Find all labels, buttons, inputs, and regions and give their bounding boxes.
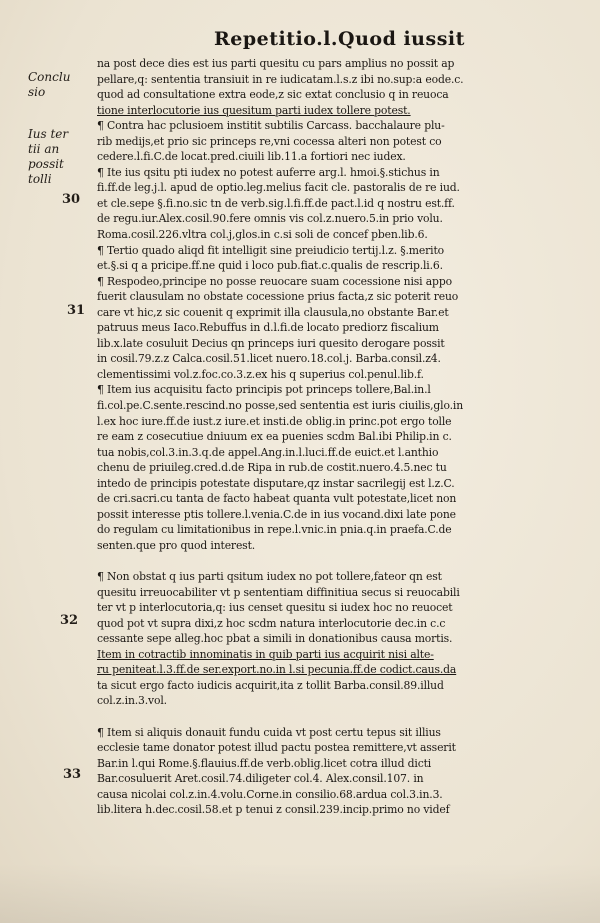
margin-note-line: sio <box>28 85 46 99</box>
text-line: ecclesie tame donator potest illud pactu postea remittere,vt asserit <box>97 741 456 755</box>
text-line: do regulam cu limitationibus in repe.l.vnic.in pnia.q.in praefa.C.de <box>97 523 452 537</box>
text-line: pellare,q: sententia transiuit in re iudicatam.l.s.z ibi no.sup:a eode.c. <box>97 72 464 86</box>
text-line: lib.x.late cosuluit Decius qn princeps iuri quesito derogare possit <box>97 336 445 350</box>
text-line: clementissimi vol.z.foc.co.3.z.ex his q superius col.penul.lib.f. <box>97 367 424 381</box>
running-header: Repetitio.l.Quod iussit <box>214 28 465 50</box>
text-line: tione interlocutorie ius quesitum parti iudex tollere potest. <box>97 103 411 117</box>
text-line: intedo de principis potestate disputare,qz instar sacrilegij est l.z.C. <box>97 476 455 490</box>
text-line: ¶ Non obstat q ius parti qsitum iudex no pot tollere,fateor qn est <box>97 570 442 584</box>
text-line: quod pot vt supra dixi,z hoc scdm natura interlocutorie dec.in c.c <box>97 616 446 630</box>
text-line: cessante sepe alleg.hoc pbat a simili in donationibus causa mortis. <box>97 632 453 646</box>
text-line: ¶ Item si aliquis donauit fundu cuida vt post certu tepus sit illius <box>97 725 441 739</box>
text-line: fi.ff.de leg.j.l. apud de optio.leg.melius facit cle. pastoralis de re iud. <box>97 181 460 195</box>
text-line <box>97 709 575 725</box>
margin-note-line: possit <box>28 157 64 171</box>
text-line: ta sicut ergo facto iudicis acquirit,ita z tollit Barba.consil.89.illud <box>97 678 444 692</box>
text-line: possit interesse ptis tollere.l.venia.C.de in ius vocand.dixi late pone <box>97 507 456 521</box>
text-line: ter vt p interlocutoria,q: ius censet quesitu si iudex hoc no reuocet <box>97 601 453 615</box>
text-line: col.z.in.3.vol. <box>97 694 167 708</box>
text-line: tua nobis,col.3.in.3.q.de appel.Ang.in.l.luci.ff.de euict.et l.anthio <box>97 445 439 459</box>
paragraph-number: 33 <box>63 767 82 782</box>
text-line <box>97 554 575 570</box>
text-line: fi.col.pe.C.sente.rescind.no posse,sed sententia est iuris ciuilis,glo.in <box>97 399 464 413</box>
text-line: fuerit clausulam no obstate cocessione prius facta,z sic poterit reuo <box>97 290 459 304</box>
text-line: Bar.cosuluerit Aret.cosil.74.diligeter col.4. Alex.consil.107. in <box>97 772 424 786</box>
text-line: ru peniteat.l.3.ff.de ser.export.no.in l.si pecunia.ff.de codict.caus.da <box>97 663 457 677</box>
text-line: Roma.cosil.226.vltra col.j,glos.in c.si soli de concef pben.lib.6. <box>97 228 428 242</box>
text-line: cedere.l.fi.C.de locat.pred.ciuili lib.11.a fortiori nec iudex. <box>97 150 406 164</box>
margin-note-ius-tertii <box>28 127 68 187</box>
text-line: ¶ Item ius acquisitu facto principis pot princeps tollere,Bal.in.l <box>97 383 431 397</box>
margin-note-line: Conclu <box>28 70 71 84</box>
margin-note-line: tolli <box>28 172 52 186</box>
text-line: de cri.sacri.cu tanta de facto habeat quanta vult potestate,licet non <box>97 492 457 506</box>
text-line: ¶ Contra hac pclusioem institit subtilis Carcass. bacchalaure plu- <box>97 119 445 133</box>
text-line: na post dece dies est ius parti quesitu cu pars amplius no possit ap <box>97 57 455 70</box>
text-line: in cosil.79.z.z Calca.cosil.51.licet nuero.18.col.j. Barba.consil.z4. <box>97 352 441 366</box>
margin-note-line: Ius ter <box>28 127 69 141</box>
text-line: care vt hic,z sic couenit q exprimit illa clausula,no obstante Bar.et <box>97 305 449 319</box>
text-line: senten.que pro quod interest. <box>97 538 256 552</box>
page-edge-shadow <box>0 863 600 923</box>
margin-note-conclusio <box>28 70 70 100</box>
text-line: ¶ Respodeo,principe no posse reuocare suam cocessione nisi appo <box>97 274 452 288</box>
paragraph-number: 30 <box>62 192 81 207</box>
text-line: ¶ Ite ius qsitu pti iudex no potest auferre arg.l. hmoi.§.stichus in <box>97 165 440 179</box>
margin-note-line: tii an <box>28 142 60 156</box>
text-line: l.ex hoc iure.ff.de iust.z iure.et insti.de oblig.in princ.pot ergo tolle <box>97 414 452 428</box>
text-line: rib medijs,et prio sic princeps re,vni cocessa alteri non potest co <box>97 134 442 148</box>
text-line: Bar.in l.qui Rome.§.flauius.ff.de verb.oblig.licet cotra illud dicti <box>97 756 432 770</box>
text-line: ¶ Tertio quado aliqd fit intelligit sine preiudicio tertij.l.z. §.merito <box>97 243 444 257</box>
text-line: Item in cotractib innominatis in quib parti ius acquirit nisi alte- <box>97 647 434 661</box>
text-line: et.§.si q a pricipe.ff.ne quid i loco pub.fiat.c.qualis de rescrip.li.6. <box>97 259 443 273</box>
text-line: quod ad consultatione extra eode,z sic extat conclusio q in reuoca <box>97 88 449 102</box>
text-line: re eam z cosecutiue dniuum ex ea puenies scdm Bal.ibi Philip.in c. <box>97 430 452 444</box>
paragraph-number: 32 <box>60 613 79 628</box>
text-line: lib.litera h.dec.cosil.58.et p tenui z consil.239.incip.primo no videf <box>97 803 450 817</box>
text-line: causa nicolai col.z.in.4.volu.Corne.in consilio.68.ardua col.3.in.3. <box>97 787 443 801</box>
text-line: chenu de priuileg.cred.d.de Ripa in rub.de costit.nuero.4.5.nec tu <box>97 461 447 475</box>
text-line: de regu.iur.Alex.cosil.90.fere omnis vis col.z.nuero.5.in prio volu. <box>97 212 443 226</box>
paragraph-number: 31 <box>67 303 86 318</box>
main-text-column <box>97 56 575 818</box>
text-line: quesitu irreuocabiliter vt p sententiam diffinitiua secus si reuocabili <box>97 585 460 599</box>
text-line: et cle.sepe §.fi.no.sic tn de verb.sig.l.fi.ff.de pact.l.id q nostru est.ff. <box>97 196 455 210</box>
text-line: patruus meus Iaco.Rebuffus in d.l.fi.de locato prediorz fiscalium <box>97 321 439 335</box>
